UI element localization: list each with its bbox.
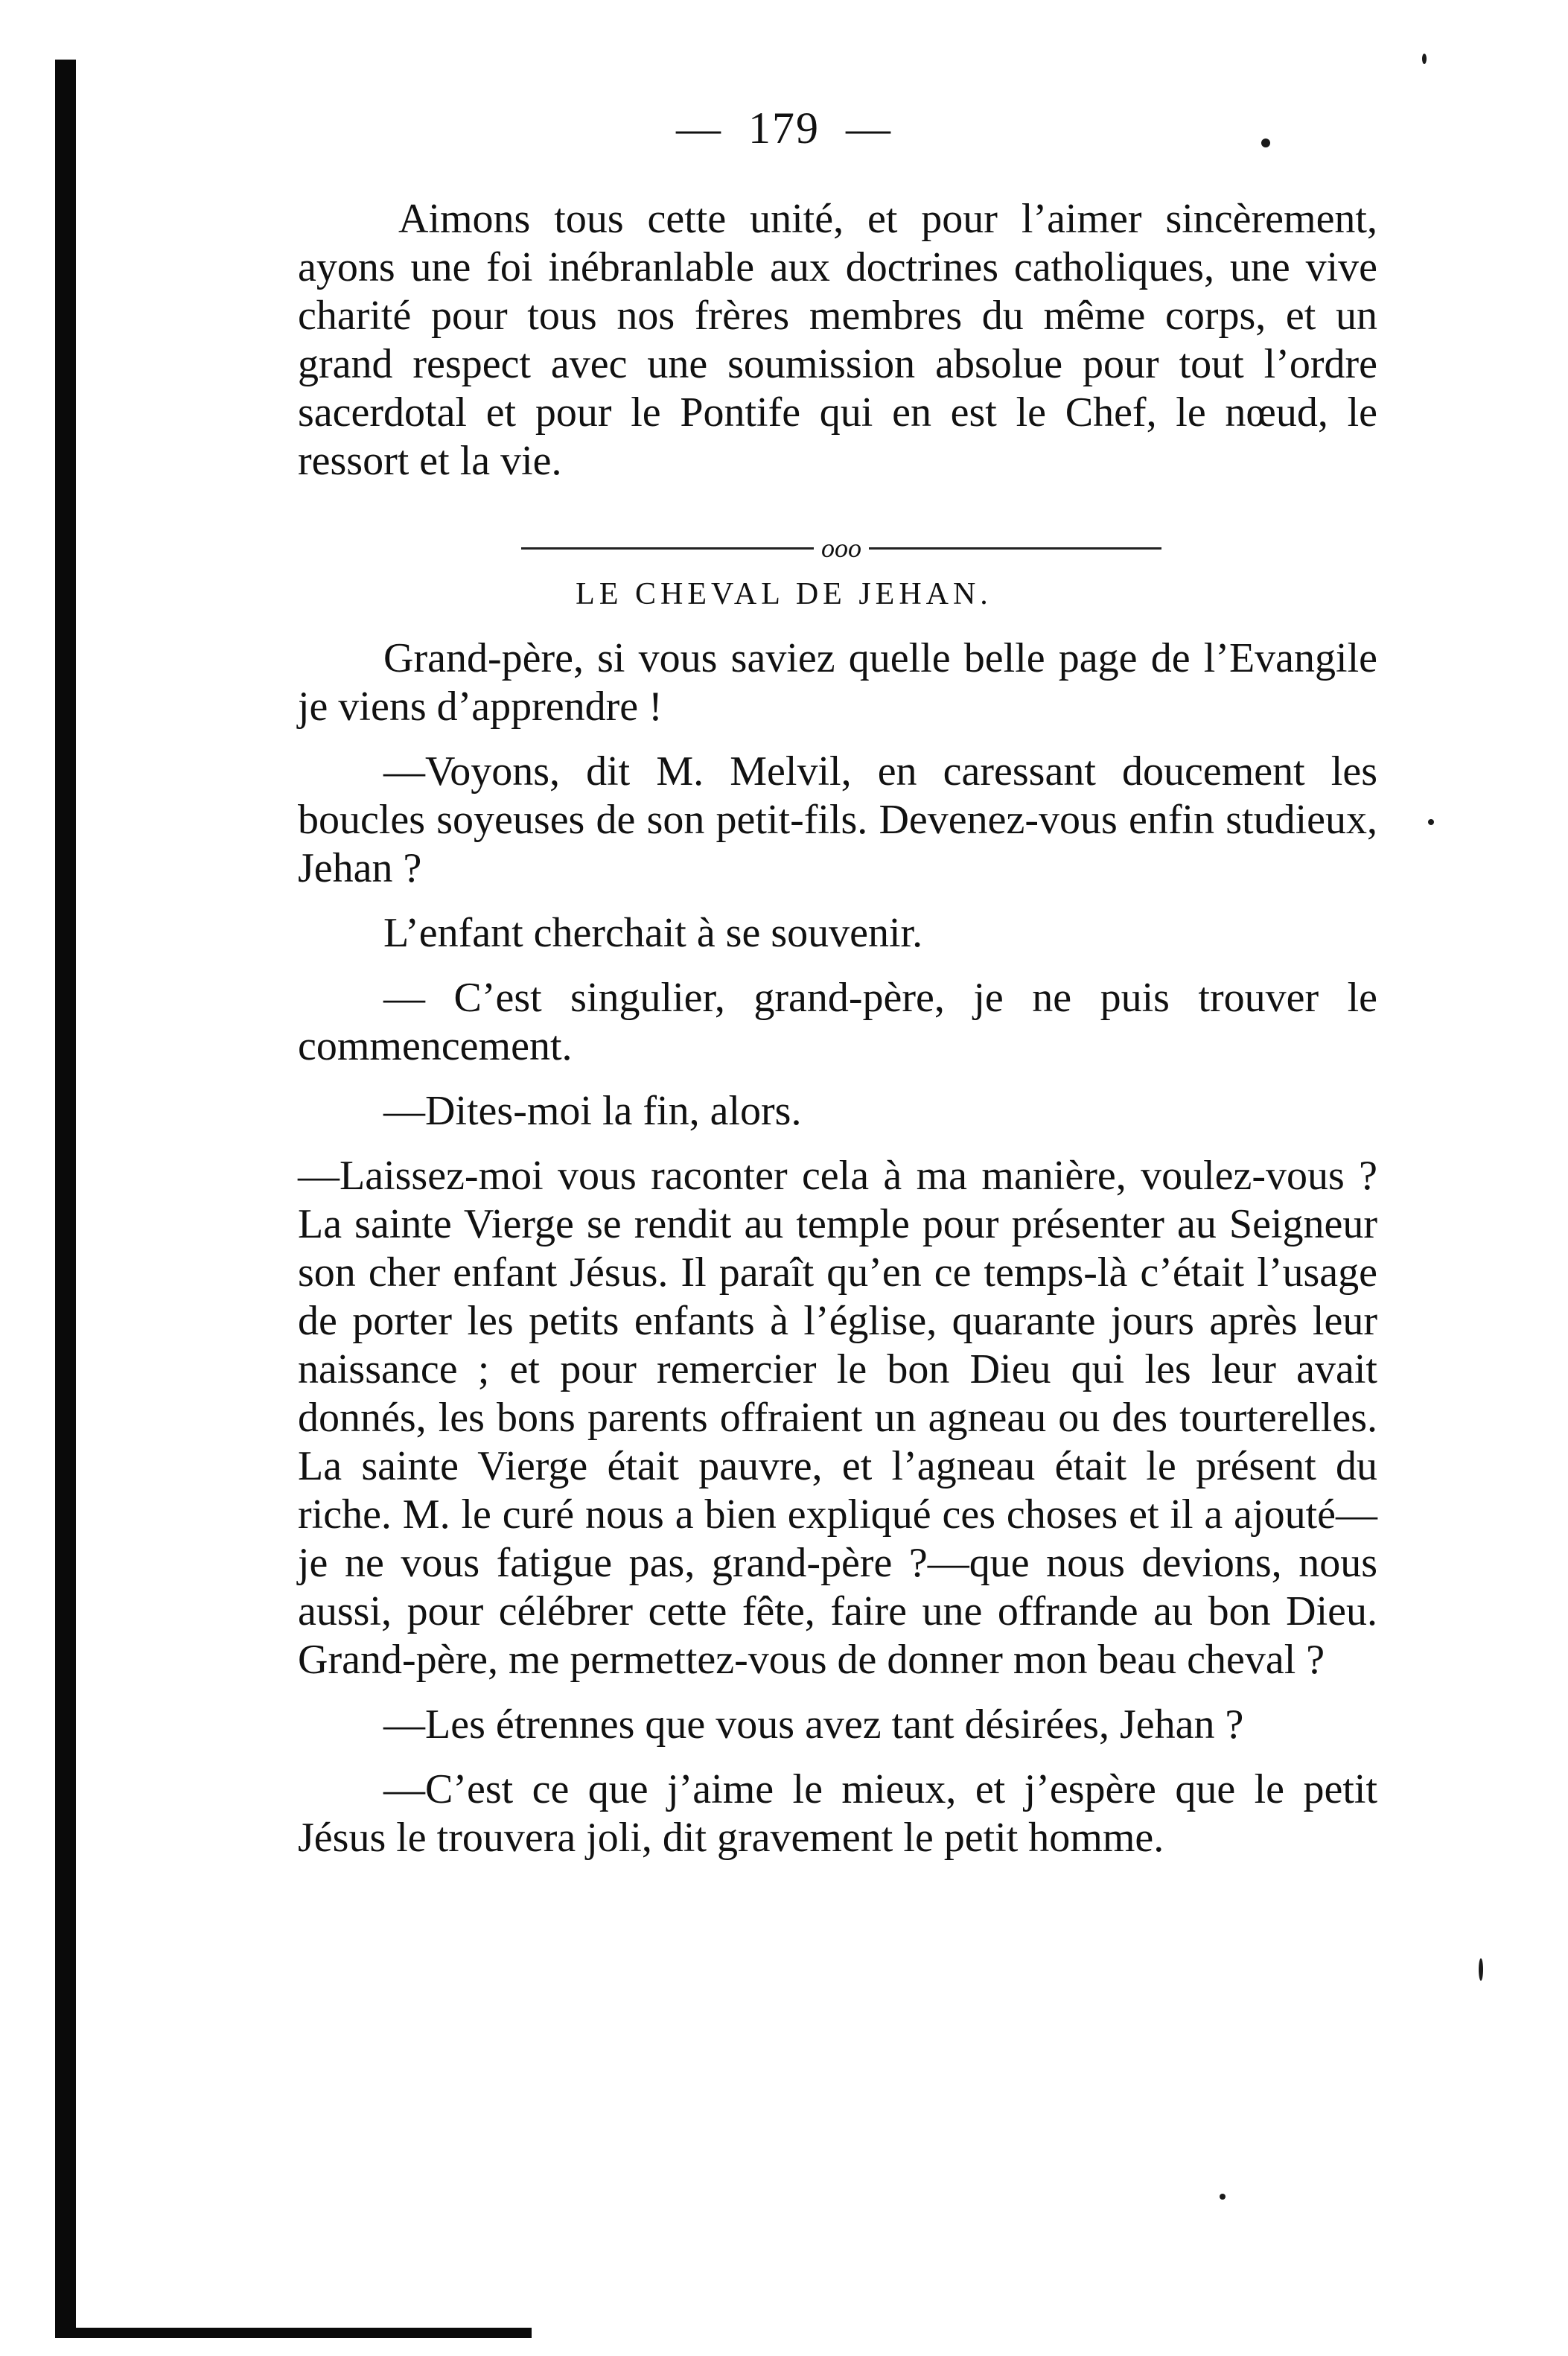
page-number [0,103,1568,154]
opening-paragraph: Aimons tous cette unité, et pour l’aimer sincèrement, ayons une foi inébranlable aux doctrines catholiques, une vive charité pour tous nos frères membres du même corps, et un grand respect avec une soumission absolue pour tout l’ordre sacerdotal et pour le Pontife qui en est le Chef, le nœud, le ressort et la vie. [298,196,1377,484]
story-paragraph: —Laissez-moi vous raconter cela à ma manière, voulez-vous ? La sainte Vierge se rendit au temple pour présenter au Seigneur son cher enfant Jésus. Il paraît qu’en ce temps-là c’était l’usage de porter les petits enfants à l’église, quarante jours après leur naissance ; et pour remercier le bon Dieu qui les leur avait donnés, les bons parents offraient un agneau ou des tourterelles. La sainte Vierge était pauvre, et l’agneau était le présent du riche. M. le curé nous a bien expliqué ces choses et il a ajouté—je ne vous fatigue pas, grand-père ?—que nous devions, nous aussi, pour célébrer cette fête, faire une offrande au bon Dieu. Grand-père, me permettez-vous de donner mon beau cheval ? [298,1153,1377,1683]
scan-speck [1428,819,1434,825]
scan-border-left [55,60,76,2331]
story-paragraph: —Voyons, dit M. Melvil, en caressant doucement les boucles soyeuses de son petit-fils. Devenez-vous enfin studieux, Jehan ? [298,748,1377,891]
scan-speck [1220,2194,1226,2200]
story-paragraph: —Dites-moi la fin, alors. [383,1088,802,1134]
page-number-value: 179 [748,104,820,153]
scan-speck [1479,1958,1483,1981]
story-paragraph: — C’est singulier, grand-père, je ne puis trouver le commencement. [298,975,1377,1069]
scan-border-bottom [55,2328,532,2338]
story-body [298,634,1377,1879]
story-paragraph: —C’est ce que j’aime le mieux, et j’espère que le petit Jésus le trouvera joli, dit gravement le petit homme. [298,1766,1377,1861]
page-number-dash-left: — [676,104,722,153]
story-paragraph: L’enfant cherchait à se souvenir. [383,910,923,956]
divider-rule-right [869,547,1161,550]
divider-rule-left [521,547,814,550]
scan-speck [1422,54,1427,64]
page-number-dash-right: — [846,104,892,153]
story-paragraph: —Les étrennes que vous avez tant désirées, Jehan ? [383,1701,1244,1748]
section-title: LE CHEVAL DE JEHAN. [576,577,992,611]
section-divider [521,533,1161,563]
divider-mark: ooo [821,533,861,563]
story-paragraph: Grand-père, si vous saviez quelle belle page de l’Evangile je viens d’apprendre ! [298,635,1377,730]
